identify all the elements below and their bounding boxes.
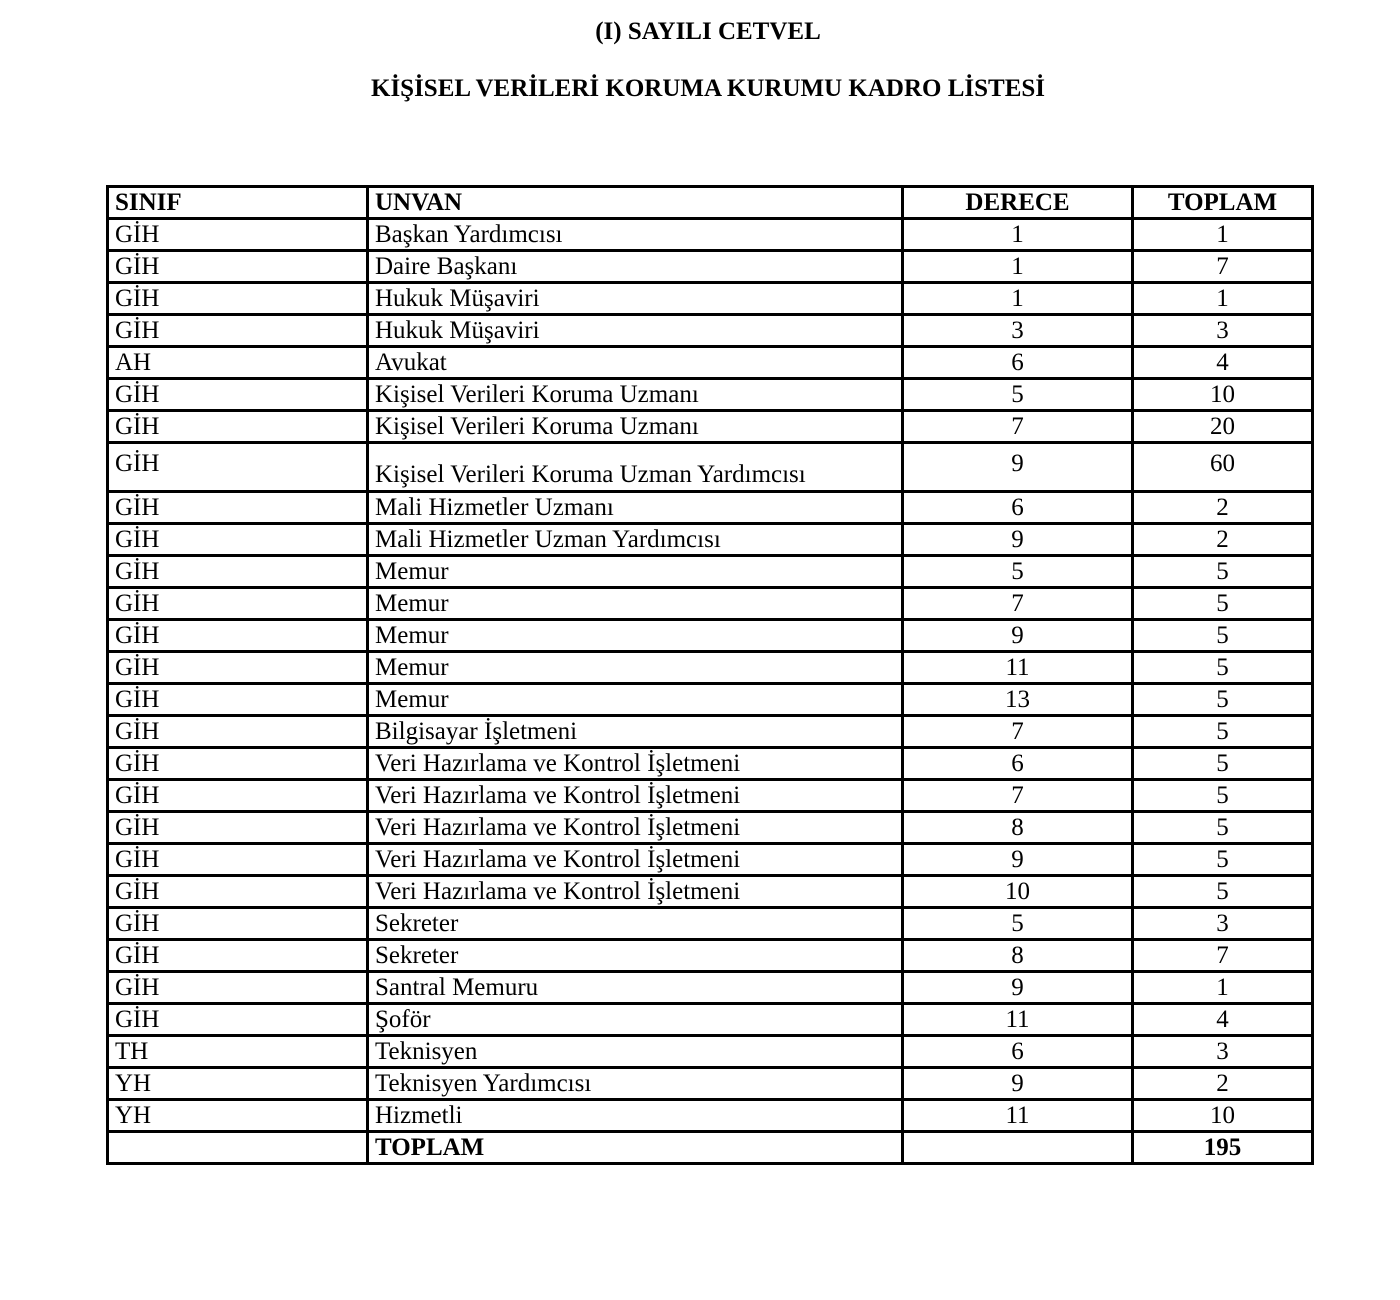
total-row [108, 1132, 1313, 1164]
cell-toplam: 2 [1133, 492, 1313, 524]
cell-unvan: Teknisyen Yardımcısı [368, 1068, 903, 1100]
cell-unvan: Sekreter [368, 908, 903, 940]
table-row [108, 251, 1313, 283]
cell-unvan: Bilgisayar İşletmeni [368, 716, 903, 748]
cell-derece: 1 [903, 283, 1133, 315]
table-row [108, 652, 1313, 684]
total-label: TOPLAM [368, 1132, 903, 1164]
header-toplam: TOPLAM [1133, 187, 1313, 219]
cell-sinif: GİH [108, 1004, 368, 1036]
table-row [108, 524, 1313, 556]
table-row [108, 347, 1313, 379]
cell-unvan: Başkan Yardımcısı [368, 219, 903, 251]
cell-sinif: GİH [108, 748, 368, 780]
cell-sinif: GİH [108, 908, 368, 940]
cell-unvan: Hukuk Müşaviri [368, 283, 903, 315]
cell-sinif: YH [108, 1100, 368, 1132]
cell-sinif: GİH [108, 379, 368, 411]
cell-sinif: GİH [108, 556, 368, 588]
cell-toplam: 5 [1133, 876, 1313, 908]
table-row [108, 556, 1313, 588]
table-row [108, 844, 1313, 876]
cell-sinif: GİH [108, 972, 368, 1004]
cell-toplam: 4 [1133, 347, 1313, 379]
cell-derece: 5 [903, 379, 1133, 411]
cell-derece: 9 [903, 524, 1133, 556]
cell-toplam: 1 [1133, 972, 1313, 1004]
cell-sinif: GİH [108, 315, 368, 347]
table-row [108, 748, 1313, 780]
cell-derece: 11 [903, 652, 1133, 684]
cell-derece: 5 [903, 908, 1133, 940]
cell-toplam: 5 [1133, 588, 1313, 620]
header-row [108, 187, 1313, 219]
cell-derece: 8 [903, 812, 1133, 844]
cell-derece: 9 [903, 620, 1133, 652]
cell-derece: 3 [903, 315, 1133, 347]
cell-toplam: 5 [1133, 716, 1313, 748]
cell-unvan: Memur [368, 620, 903, 652]
total-value: 195 [1133, 1132, 1313, 1164]
cell-toplam: 3 [1133, 1036, 1313, 1068]
cell-toplam: 60 [1133, 443, 1313, 492]
cell-sinif: GİH [108, 780, 368, 812]
cell-unvan: Şoför [368, 1004, 903, 1036]
cell-unvan: Hukuk Müşaviri [368, 315, 903, 347]
table-row [108, 1100, 1313, 1132]
cell-derece: 9 [903, 844, 1133, 876]
cell-derece: 5 [903, 556, 1133, 588]
cell-toplam: 7 [1133, 251, 1313, 283]
table-row [108, 972, 1313, 1004]
cell-toplam: 3 [1133, 908, 1313, 940]
table-row [108, 588, 1313, 620]
cell-toplam: 5 [1133, 684, 1313, 716]
cell-toplam: 2 [1133, 524, 1313, 556]
cell-unvan: Mali Hizmetler Uzmanı [368, 492, 903, 524]
cell-sinif: GİH [108, 684, 368, 716]
table-footer [108, 1132, 1313, 1164]
cell-toplam: 5 [1133, 556, 1313, 588]
cell-unvan: Memur [368, 588, 903, 620]
table-row [108, 620, 1313, 652]
cell-unvan: Veri Hazırlama ve Kontrol İşletmeni [368, 748, 903, 780]
cell-sinif: GİH [108, 940, 368, 972]
cell-toplam: 1 [1133, 219, 1313, 251]
cell-toplam: 4 [1133, 1004, 1313, 1036]
cell-unvan: Memur [368, 556, 903, 588]
table-row [108, 684, 1313, 716]
cell-unvan: Veri Hazırlama ve Kontrol İşletmeni [368, 812, 903, 844]
kadro-table [106, 185, 1314, 1165]
cell-toplam: 5 [1133, 812, 1313, 844]
cell-unvan: Daire Başkanı [368, 251, 903, 283]
cell-toplam: 2 [1133, 1068, 1313, 1100]
cell-unvan: Veri Hazırlama ve Kontrol İşletmeni [368, 844, 903, 876]
cell-derece: 7 [903, 716, 1133, 748]
cell-sinif: GİH [108, 411, 368, 443]
cell-unvan: Memur [368, 684, 903, 716]
cell-sinif: GİH [108, 652, 368, 684]
cell-unvan: Veri Hazırlama ve Kontrol İşletmeni [368, 876, 903, 908]
cell-toplam: 5 [1133, 652, 1313, 684]
table-row [108, 812, 1313, 844]
table-row [108, 1068, 1313, 1100]
cell-sinif: TH [108, 1036, 368, 1068]
cell-unvan: Mali Hizmetler Uzman Yardımcısı [368, 524, 903, 556]
cell-toplam: 7 [1133, 940, 1313, 972]
table-row [108, 443, 1313, 492]
table-row [108, 315, 1313, 347]
cell-derece: 10 [903, 876, 1133, 908]
cell-unvan: Kişisel Verileri Koruma Uzmanı [368, 411, 903, 443]
cell-toplam: 5 [1133, 748, 1313, 780]
cell-unvan: Avukat [368, 347, 903, 379]
cell-derece: 6 [903, 492, 1133, 524]
cell-sinif: GİH [108, 443, 368, 492]
table-row [108, 379, 1313, 411]
cell-derece: 9 [903, 972, 1133, 1004]
cell-toplam: 5 [1133, 844, 1313, 876]
table-row [108, 283, 1313, 315]
cell-sinif: GİH [108, 251, 368, 283]
cell-sinif: YH [108, 1068, 368, 1100]
cell-sinif: AH [108, 347, 368, 379]
cell-derece: 7 [903, 780, 1133, 812]
cell-sinif: GİH [108, 283, 368, 315]
cell-derece: 9 [903, 1068, 1133, 1100]
cell-derece: 6 [903, 1036, 1133, 1068]
table-row [108, 219, 1313, 251]
cell-toplam: 10 [1133, 379, 1313, 411]
cell-sinif: GİH [108, 876, 368, 908]
cell-derece: 1 [903, 251, 1133, 283]
cell-sinif: GİH [108, 620, 368, 652]
header-sinif: SINIF [108, 187, 368, 219]
cell-sinif: GİH [108, 524, 368, 556]
cell-unvan: Hizmetli [368, 1100, 903, 1132]
table-row [108, 908, 1313, 940]
cell-toplam: 10 [1133, 1100, 1313, 1132]
table-body [108, 219, 1313, 1132]
cell-toplam: 5 [1133, 780, 1313, 812]
table-row [108, 1036, 1313, 1068]
document-title: (I) SAYILI CETVEL [595, 18, 821, 45]
cell-derece: 9 [903, 443, 1133, 492]
table-row [108, 780, 1313, 812]
total-empty-cell [903, 1132, 1133, 1164]
total-empty-cell [108, 1132, 368, 1164]
cell-derece: 1 [903, 219, 1133, 251]
cell-unvan: Santral Memuru [368, 972, 903, 1004]
cell-sinif: GİH [108, 812, 368, 844]
cell-unvan: Kişisel Verileri Koruma Uzman Yardımcısı [368, 443, 903, 492]
table-row [108, 492, 1313, 524]
cell-unvan: Memur [368, 652, 903, 684]
cell-sinif: GİH [108, 219, 368, 251]
table-row [108, 716, 1313, 748]
cell-sinif: GİH [108, 844, 368, 876]
cell-toplam: 5 [1133, 620, 1313, 652]
cell-derece: 8 [903, 940, 1133, 972]
table-row [108, 876, 1313, 908]
cell-sinif: GİH [108, 588, 368, 620]
cell-derece: 7 [903, 411, 1133, 443]
cell-derece: 7 [903, 588, 1133, 620]
cell-unvan: Sekreter [368, 940, 903, 972]
cell-derece: 6 [903, 748, 1133, 780]
table-row [108, 411, 1313, 443]
table-row [108, 940, 1313, 972]
cell-derece: 11 [903, 1100, 1133, 1132]
cell-toplam: 20 [1133, 411, 1313, 443]
cell-derece: 6 [903, 347, 1133, 379]
cell-sinif: GİH [108, 492, 368, 524]
cell-toplam: 1 [1133, 283, 1313, 315]
cell-unvan: Kişisel Verileri Koruma Uzmanı [368, 379, 903, 411]
table-row [108, 1004, 1313, 1036]
cell-unvan: Teknisyen [368, 1036, 903, 1068]
table-header [108, 187, 1313, 219]
header-derece: DERECE [903, 187, 1133, 219]
header-unvan: UNVAN [368, 187, 903, 219]
cell-derece: 13 [903, 684, 1133, 716]
cell-toplam: 3 [1133, 315, 1313, 347]
cell-sinif: GİH [108, 716, 368, 748]
cell-unvan: Veri Hazırlama ve Kontrol İşletmeni [368, 780, 903, 812]
document-subtitle: KİŞİSEL VERİLERİ KORUMA KURUMU KADRO LİSTESİ [371, 75, 1045, 102]
cell-derece: 11 [903, 1004, 1133, 1036]
